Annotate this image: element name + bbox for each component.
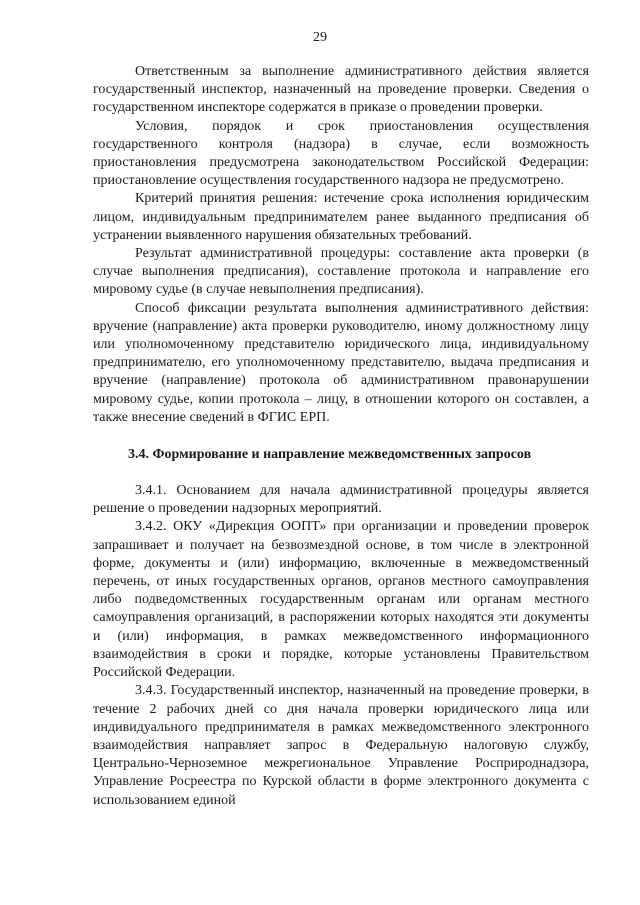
paragraph-3-4-3: 3.4.3. Государственный инспектор, назначенный на проведение проверки, в течение 2 рабочих дней со дня начала проверки юридического лица или индивидуального предпринимателя в рамках межведомственного электронного взаимодействия направляет запрос в Федеральную налоговую службу, Центрально-Черноземное межрегиональное Управление Росприроднадзора, Управление Росреестра по Курской области в форме электронного документа с использованием единой [93, 683, 589, 808]
document-body [93, 63, 589, 810]
paragraph-responsible: Ответственным за выполнение административного действия является государственный инспектор, назначенный на проведение проверки. Сведения о государственном инспекторе содержатся в приказе о проведении проверки. [93, 64, 589, 116]
paragraph-3-4-2: 3.4.2. ОКУ «Дирекция ООПТ» при организации и проведении проверок запрашивает и получает на безвозмездной основе, в том числе в электронной форме, документы и (или) информацию, включенные в межведомственный перечень, от иных государственных органов, органов местного самоуправления либо подведомственных государственным органам или органам местного самоуправления организаций, в распоряжении которых находятся эти документы и (или) информация, в рамках межведомственного информационного взаимодействия в сроки и порядке, которые установлены Правительством Российской Федерации. [93, 519, 589, 681]
paragraph-suspension-conditions: Условия, порядок и срок приостановления осуществления государственного контроля (надзора) в случае, если возможность приостановления предусмотрена законодательством Российской Федерации: приостановление осуществления государственного надзора не предусмотрено. [93, 118, 589, 189]
paragraph-procedure-result: Результат административной процедуры: составление акта проверки (в случае выполнения предписания), составление протокола и направление его мировому судье (в случае невыполнения предписания). [93, 246, 589, 298]
section-heading: 3.4. Формирование и направление межведомственных запросов [128, 447, 532, 463]
paragraph-3-4-1: 3.4.1. Основанием для начала административной процедуры является решение о проведении надзорных мероприятий. [93, 483, 589, 517]
page-number: 29 [313, 30, 327, 45]
paragraph-fixation-method: Способ фиксации результата выполнения административного действия: вручение (направление) акта проверки руководителю, иному должностному лицу или уполномоченному представителю юридического лица, индивидуальному предпринимателю, его уполномоченному представителю, выдача предписания и вручение (направление) протокола об административном правонарушении мировому судье, копии протокола – лицу, в отношении которого он составлен, а также внесение сведений в ФГИС ЕРП. [93, 300, 589, 425]
paragraph-decision-criterion: Критерий принятия решения: истечение срока исполнения юридическим лицом, индивидуальным предпринимателем ранее выданного предписания об устранении выявленного нарушения обязательных требований. [93, 191, 589, 243]
